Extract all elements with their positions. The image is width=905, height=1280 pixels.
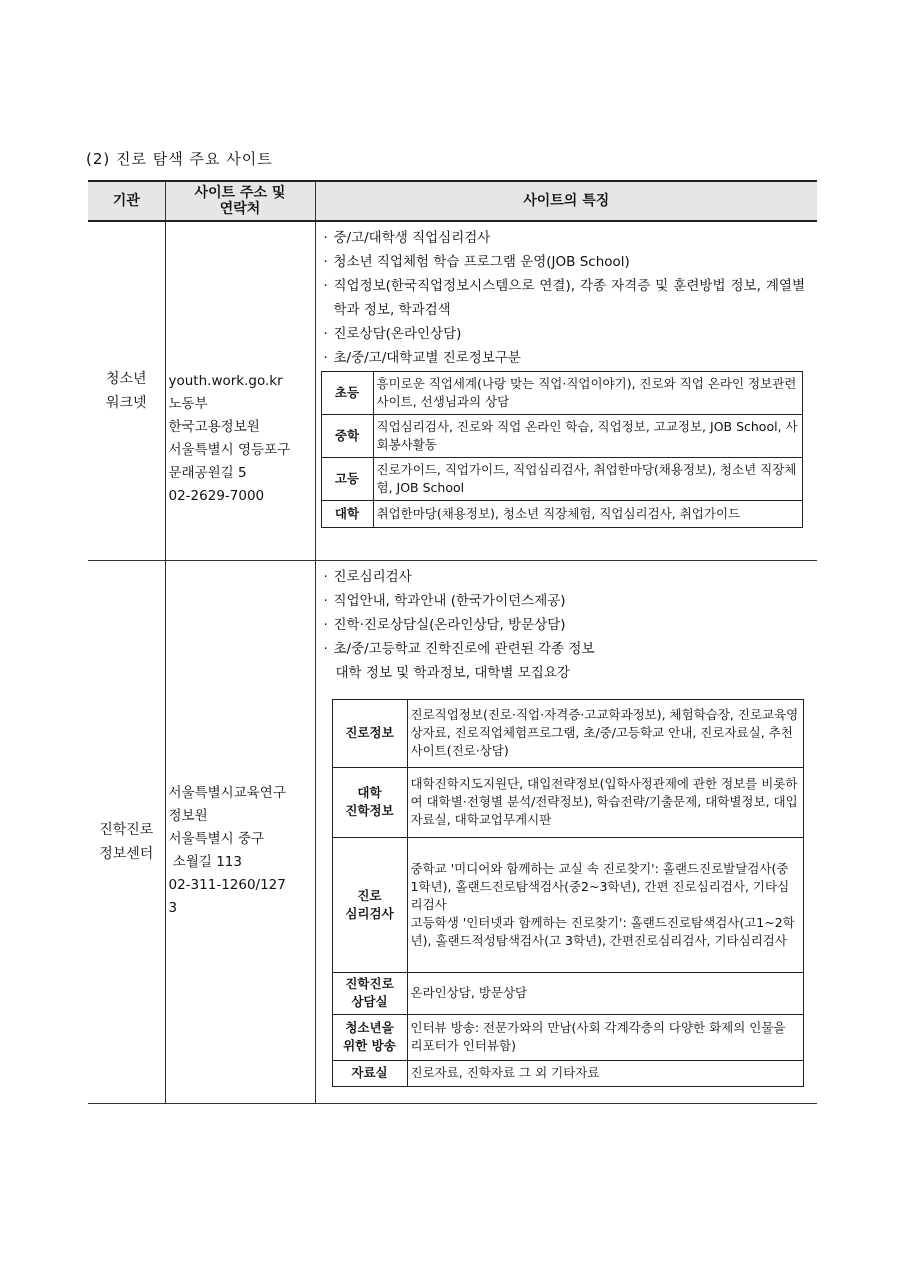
site-cell [165, 560, 315, 1103]
menu-text: 온라인상담, 방문상담 [407, 972, 803, 1014]
menu-row [332, 767, 803, 837]
menu-text: 중학교 '미디어와 함께하는 교실 속 진로찾기': 홀랜드진로발달검사(중 1학년), 홀랜드진로탐색검사(중2~3학년), 간편 진로심리검사, 기타심리검사 고등학생 '인터넷과 함께하는 진로찾기': 홀랜드진로탐색검사(고1~2학년), 홀랜드적성탐색검사(고 3학년), 간편진로심리검사, 기타심리검사 [407, 837, 803, 972]
menu-label: 진로정보 [332, 699, 407, 767]
menu-text: 진로직업정보(진로·직업·자격증·고교학과정보), 체험학습장, 진로교육영상자료, 진로직업체험프로그램, 초/중/고등학교 안내, 진로자료실, 추천 사이트(진로·상담) [407, 699, 803, 767]
feature-item: · 청소년 직업체험 학습 프로그램 운영(JOB School) [320, 250, 806, 274]
feature-item: · 초/중/고/대학교별 진로정보구분 [320, 346, 806, 370]
org-name-line2: 정보센터 [99, 845, 154, 862]
org-name-line1: 진학진로 [99, 821, 154, 838]
feature-item: · 직업정보(한국직업정보시스템으로 연결), 각종 자격증 및 훈련방법 정보, 계열별학과 정보, 학과검색 [320, 274, 806, 322]
table-row-career-info-center [88, 560, 817, 1103]
site-url-link[interactable]: youth.work.go.kr [168, 372, 283, 389]
feature-item: · 직업안내, 학과안내 (한국가이던스제공) [320, 589, 806, 613]
menu-label: 청소년을 위한 방송 [332, 1014, 407, 1060]
site-line: 노동부 [168, 395, 208, 412]
level-text: 진로가이드, 직업가이드, 직업심리검사, 취업한마당(채용정보), 청소년 직장체험, JOB School [373, 458, 802, 501]
org-name-line2: 워크넷 [105, 394, 147, 411]
menu-text: 인터뷰 방송: 전문가와의 만남(사회 각계각층의 다양한 화제의 인물을 리포터가 인터뷰함) [407, 1014, 803, 1060]
org-cell [88, 560, 165, 1103]
menu-text: 대학진학지도지원단, 대입전략정보(입학사정관제에 관한 정보를 비롯하여 대학별·전형별 분석/전략정보), 학습전략/기출문제, 대학별정보, 대입자료실, 대학교업무게시판 [407, 767, 803, 837]
site-cell [165, 221, 315, 560]
site-phone: 02-311-1260/127 [168, 876, 286, 893]
site-line: 서울특별시교육연구 [168, 784, 286, 801]
site-line: 한국고용정보원 [168, 418, 260, 435]
menu-row [332, 1014, 803, 1060]
table-header-row [88, 181, 817, 221]
level-label: 초등 [321, 372, 373, 415]
org-name-line1: 청소년 [105, 370, 147, 387]
feature-item: · 중/고/대학생 직업심리검사 [320, 226, 806, 250]
school-level-table [321, 371, 803, 528]
site-line: 문래공원길 5 [168, 464, 247, 481]
feature-list [320, 226, 806, 370]
feature-item: · 진로상담(온라인상담) [320, 322, 806, 346]
level-row [321, 501, 802, 528]
feature-item: · 초/중/고등학교 진학진로에 관련된 각종 정보 [320, 637, 806, 661]
site-phone-cont: 3 [168, 899, 178, 916]
level-text: 흥미로운 직업세계(나랑 맞는 직업·직업이야기), 진로와 직업 온라인 정보관련 사이트, 선생님과의 상담 [373, 372, 802, 415]
feature-list [320, 565, 806, 661]
feature-subline: 대학 정보 및 학과정보, 대학별 모집요강 [335, 664, 570, 681]
menu-table [332, 699, 804, 1087]
site-line: 서울특별시 영등포구 [168, 441, 291, 458]
features-cell [315, 560, 817, 1103]
menu-label: 진로 심리검사 [332, 837, 407, 972]
level-label: 중학 [321, 415, 373, 458]
level-text: 취업한마당(채용정보), 청소년 직장체험, 직업심리검사, 취업가이드 [373, 501, 802, 528]
site-line: 정보원 [168, 807, 208, 824]
org-cell [88, 221, 165, 560]
header-site-line2: 연락처 [219, 201, 261, 217]
feature-item: · 진로심리검사 [320, 565, 806, 589]
feature-item: · 진학·진로상담실(온라인상담, 방문상담) [320, 613, 806, 637]
menu-text: 진로자료, 진학자료 그 외 기타자료 [407, 1060, 803, 1086]
level-text: 직업심리검사, 진로와 직업 온라인 학습, 직업정보, 고교정보, JOB School, 사회봉사활동 [373, 415, 802, 458]
level-label: 고등 [321, 458, 373, 501]
section-heading: (2) 진로 탐색 주요 사이트 [86, 150, 273, 168]
site-line: 소월길 113 [168, 853, 242, 870]
header-site [165, 181, 315, 221]
menu-label: 자료실 [332, 1060, 407, 1086]
header-site-line1: 사이트 주소 및 [194, 185, 286, 201]
site-line: 서울특별시 중구 [168, 830, 265, 847]
header-org: 기관 [88, 181, 165, 221]
level-row [321, 372, 802, 415]
features-cell [315, 221, 817, 560]
menu-row [332, 699, 803, 767]
table-row-youth-worknet [88, 221, 817, 560]
menu-row [332, 972, 803, 1014]
career-sites-table [88, 180, 817, 1104]
level-row [321, 458, 802, 501]
menu-label: 대학 진학정보 [332, 767, 407, 837]
header-features: 사이트의 특징 [315, 181, 817, 221]
site-phone: 02-2629-7000 [168, 487, 265, 504]
level-label: 대학 [321, 501, 373, 528]
level-row [321, 415, 802, 458]
menu-row [332, 837, 803, 972]
menu-row [332, 1060, 803, 1086]
menu-label: 진학진로 상담실 [332, 972, 407, 1014]
